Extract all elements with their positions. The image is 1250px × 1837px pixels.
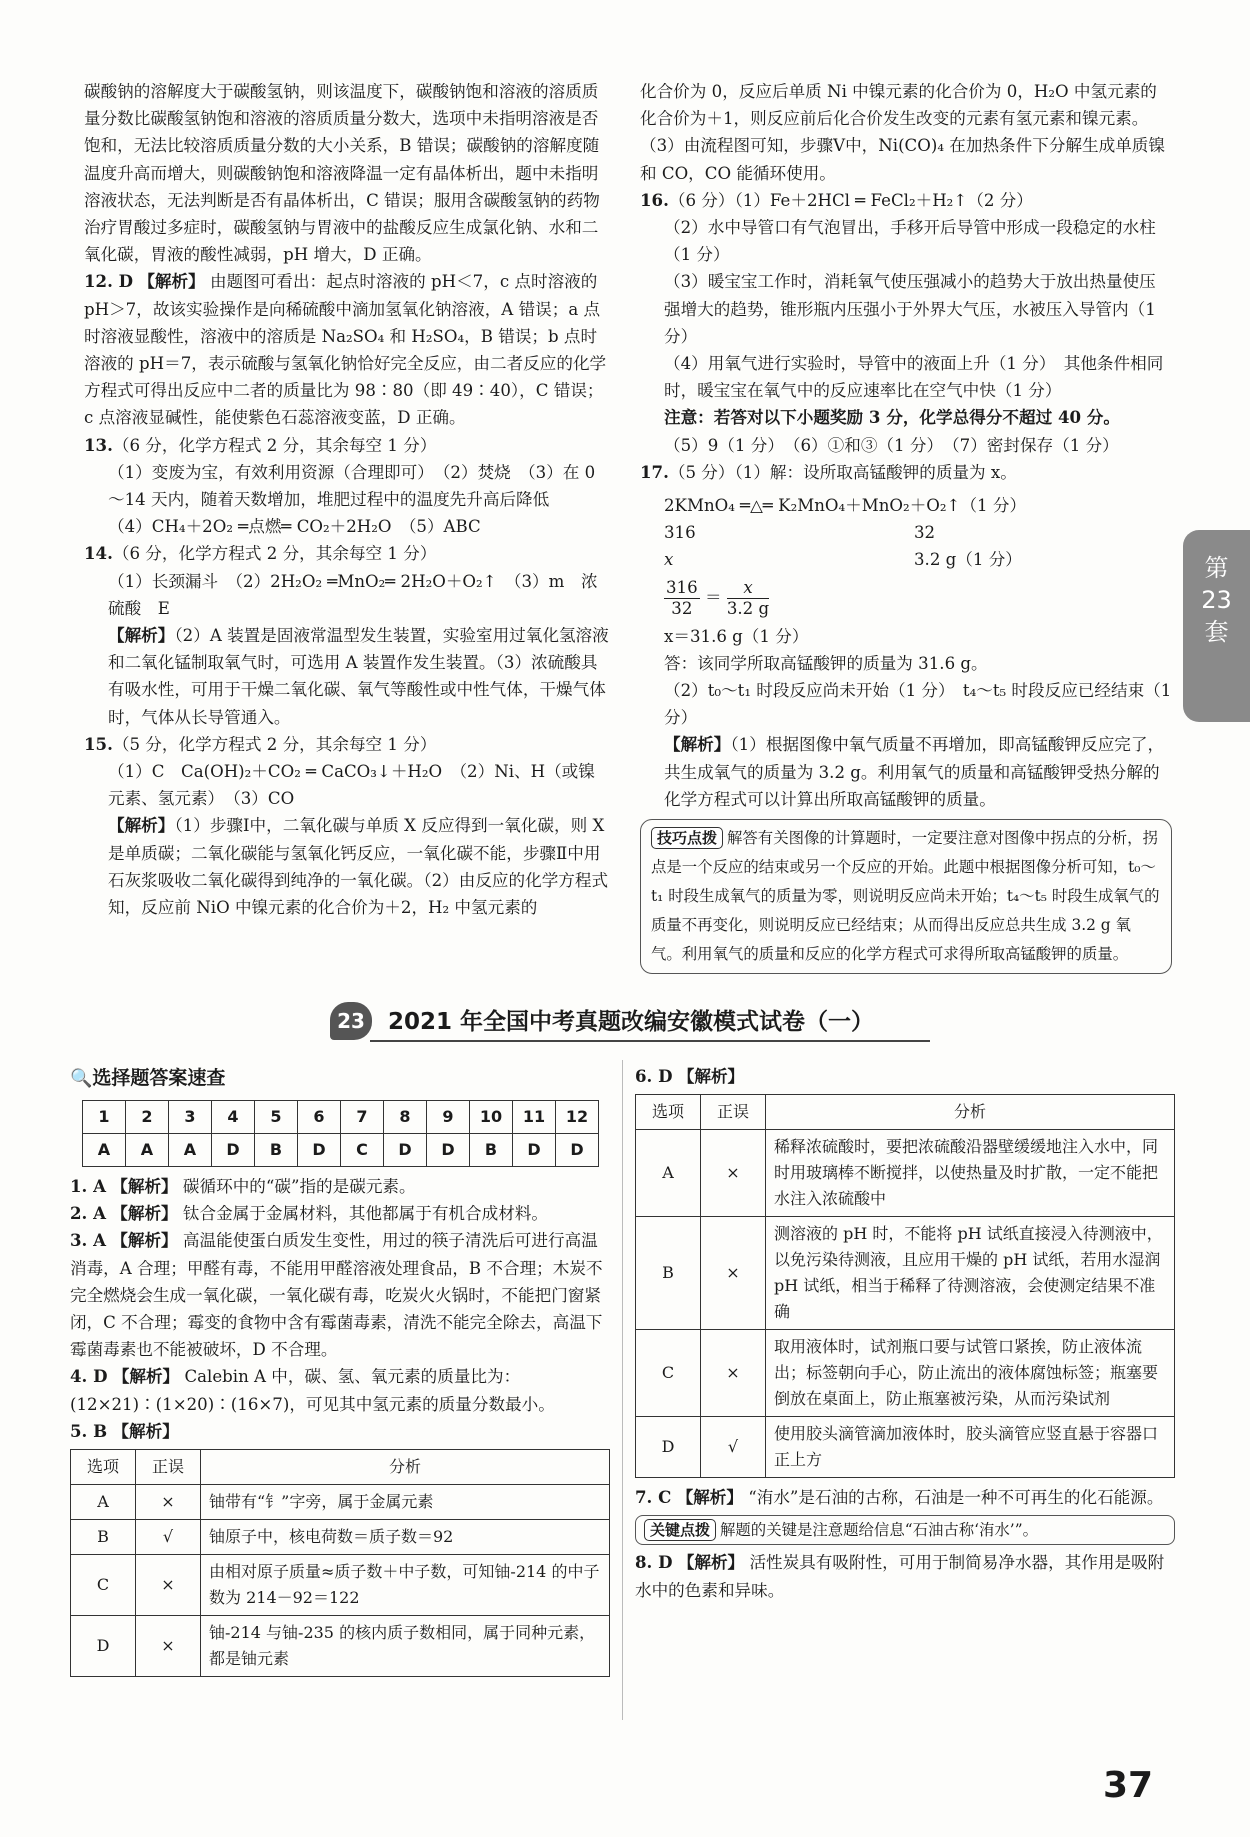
question-3: 3. A 【解析】 高温能使蛋白质发生变性，用过的筷子清洗后可进行高温消毒，A 合理；甲醛有毒，不能用甲醛溶液处理食品，B 不合理；木炭不完全燃烧会生成一氧化碳，一氧化碳有毒，吃炭火火锅时，不能把门窗紧闭，C 不合理；霉变的食物中含有霉菌毒素，清洗不能完全除去，高温下霉菌毒素也不能被破坏，D 不合理。: [70, 1230, 603, 1360]
q16-line: （3）暖宝宝工作时，消耗氧气使压强减小的趋势大于放出热量使压强增大的趋势，锥形瓶内压强小于外界大气压，水被压入导管内（1 分）: [664, 272, 1156, 346]
table-row: [71, 1485, 610, 1520]
table-cell: 使用胶头滴管滴加液体时，胶头滴管应竖直悬于容器口正上方: [766, 1417, 1175, 1478]
table-cell: √: [136, 1520, 201, 1555]
table-row: [636, 1217, 1175, 1330]
answer-number: 4: [212, 1101, 255, 1134]
q16-line: （4）用氧气进行实验时，导管中的液面上升（1 分） 其他条件相同时，暖宝宝在氧气中的反应速率比在空气中快（1 分）: [664, 354, 1164, 401]
answer-number: 11: [513, 1101, 556, 1134]
answer-number: 8: [384, 1101, 427, 1134]
q15-line: （1）C Ca(OH)₂＋CO₂ ═ CaCO₃↓＋H₂O （2）Ni、H（或镍元素、氢元素） （3）CO: [108, 762, 595, 809]
tip-text: 解答有关图像的计算题时，一定要注意对图像中拐点的分析，拐点是一个反应的结束或另一个反应的开始。此题中根据图像分析可知，t₀～t₁ 时段生成氧气的质量为零，则说明反应尚未开始；t₄～t₅ 时段生成氧气的质量不再变化，则说明反应已经结束；从而得出反应总共生成 3.2 g 氧气。利用氧气的质量和反应的化学方程式可求得所取高锰酸钾的质量。: [651, 829, 1160, 964]
table-cell: 测溶液的 pH 时，不能将 pH 试纸直接浸入待测液中，以免污染待测液，且应用干燥的 pH 试纸，若用水湿润 pH 试纸，相当于稀释了待测溶液，会使测定结果不准确: [766, 1217, 1175, 1330]
table-row: [636, 1330, 1175, 1417]
fraction: $\frac{x}{3.2 g}$: [726, 577, 770, 618]
q17-mass-row: x 3.2 g（1 分）: [664, 550, 1022, 570]
answer-letter: D: [427, 1134, 470, 1167]
side-tab-text: 套: [1204, 618, 1229, 646]
question-5: 5. B 【解析】: [70, 1420, 179, 1441]
question-17: 17.（5 分）（1）解：设所取高锰酸钾的质量为 x。: [640, 461, 1017, 482]
table-header-row: [71, 1450, 610, 1485]
table-header: 正误: [136, 1450, 201, 1485]
q15-analysis: 【解析】（1）步骤Ⅰ中，二氧化碳与单质 X 反应得到一氧化碳，则 X 是单质碳；二氧化碳能与氢氧化钙反应，一氧化碳不能，步骤Ⅱ中用石灰浆吸收二氧化碳得到纯净的一氧化碳。（2）由反应的化学方程式知，反应前 NiO 中镍元素的化合价为＋2，H₂ 中氢元素的: [108, 815, 609, 918]
table-header: 选项: [636, 1095, 701, 1130]
section-badge: 23: [330, 1002, 372, 1040]
table-cell: C: [71, 1555, 136, 1616]
answer-number: 2: [126, 1101, 169, 1134]
table-cell: ×: [136, 1555, 201, 1616]
fraction: $\frac{316}{32}$: [666, 577, 698, 618]
side-tab-text: 第: [1204, 554, 1229, 582]
q13-line: （4）CH₄＋2O₂ ═点燃═ CO₂＋2H₂O （5）ABC: [108, 517, 481, 537]
left-column-top: [84, 78, 609, 921]
page-number: 37: [1103, 1765, 1154, 1806]
table-row: [636, 1130, 1175, 1217]
chapter-side-tab: [1183, 530, 1250, 722]
answer-letter: B: [255, 1134, 298, 1167]
answer-letter: D: [384, 1134, 427, 1167]
table-cell: ×: [701, 1217, 766, 1330]
table-cell: 铀-214 与铀-235 的核内质子数相同，属于同种元素，都是铀元素: [201, 1616, 610, 1677]
answer-letter: D: [212, 1134, 255, 1167]
table-header: 选项: [71, 1450, 136, 1485]
q17-line: 答：该同学所取高锰酸钾的质量为 31.6 g。: [664, 653, 988, 673]
q14-line: （1）长颈漏斗 （2）2H₂O₂ ═MnO₂═ 2H₂O＋O₂↑ （3）m 浓硫酸 E: [108, 571, 598, 618]
right-column-bottom: [635, 1063, 1175, 1604]
right-column-top: [640, 78, 1172, 974]
answer-letter: A: [169, 1134, 212, 1167]
question-13: 13.（6 分，化学方程式 2 分，其余每空 1 分）: [84, 434, 437, 455]
answer-number: 12: [556, 1101, 599, 1134]
key-point-text: 解题的关键是注意题给信息“石油古称‘洧水’”。: [720, 1521, 1038, 1540]
side-tab-number: 23: [1201, 586, 1232, 614]
question-6-table: [635, 1094, 1175, 1478]
table-cell: 取用液体时，试剂瓶口要与试管口紧挨，防止液体流出；标签朝向手心，防止流出的液体腐蚀标签；瓶塞要倒放在桌面上，防止瓶塞被污染，从而污染试剂: [766, 1330, 1175, 1417]
table-cell: 铀原子中，核电荷数＝质子数＝92: [201, 1520, 610, 1555]
question-16: 16.（6 分）（1）Fe＋2HCl ═ FeCl₂＋H₂↑（2 分）: [640, 189, 1033, 210]
answer-letters-row: [83, 1134, 599, 1167]
answer-letter: B: [470, 1134, 513, 1167]
q14-analysis: 【解析】（2）A 装置是固液常温型发生装置，实验室用过氧化氢溶液和二氧化锰制取氧气时，可选用 A 装置作发生装置。（3）浓硫酸具有吸水性，可用于干燥二氧化碳、氧气等酸性或中性气体，干燥气体时，气体从长导管通入。: [108, 625, 609, 727]
key-point-label: 关键点拨: [644, 1519, 716, 1541]
q13-line: （1）变废为宝，有效利用资源（合理即可） （2）焚烧 （3）在 0～14 天内，随着天数增加，堆肥过程中的温度先升高后降低: [108, 462, 596, 510]
table-header: 分析: [201, 1450, 610, 1485]
table-cell: D: [636, 1417, 701, 1478]
answer-letter: D: [298, 1134, 341, 1167]
answer-number: 10: [470, 1101, 513, 1134]
q17-line: x＝31.6 g（1 分）: [664, 626, 809, 646]
table-cell: 由相对原子质量≈质子数＋中子数，可知铀-214 的中子数为 214－92＝122: [201, 1555, 610, 1616]
q17-analysis: 【解析】（1）根据图像中氧气质量不再增加，即高锰酸钾反应完了，共生成氧气的质量为 3.2 g。利用氧气的质量和高锰酸钾受热分解的化学方程式可以计算出所取高锰酸钾的质量。: [664, 734, 1165, 809]
left-column-bottom: [70, 1063, 610, 1683]
table-row: [71, 1520, 610, 1555]
tip-box: [640, 819, 1172, 974]
answer-number: 9: [427, 1101, 470, 1134]
table-row: [71, 1555, 610, 1616]
q17-mass-row: 316 32: [664, 523, 936, 543]
q17-proportion: $\frac{316}{32}$ ＝ $\frac{x}{3.2 g}$: [666, 577, 770, 618]
answer-letter: A: [83, 1134, 126, 1167]
table-row: [636, 1417, 1175, 1478]
table-cell: A: [71, 1485, 136, 1520]
answer-table: [82, 1100, 599, 1167]
table-cell: A: [636, 1130, 701, 1217]
question-5-table: [70, 1449, 610, 1677]
table-header: 分析: [766, 1095, 1175, 1130]
answer-number: 7: [341, 1101, 384, 1134]
answer-number: 5: [255, 1101, 298, 1134]
table-cell: B: [71, 1520, 136, 1555]
quick-answer-title: 选择题答案速查: [92, 1067, 226, 1089]
question-4: 4. D 【解析】 Calebin A 中，碳、氢、氧元素的质量比为：(12×21)∶(1×20)∶(16×7)，可见其中氢元素的质量分数最小。: [70, 1366, 555, 1414]
answer-number: 6: [298, 1101, 341, 1134]
question-14: 14.（6 分，化学方程式 2 分，其余每空 1 分）: [84, 543, 437, 564]
table-cell: C: [636, 1330, 701, 1417]
table-cell: B: [636, 1217, 701, 1330]
question-1: 1. A 【解析】 碳循环中的“碳”指的是碳元素。: [70, 1176, 416, 1196]
answer-letter: A: [126, 1134, 169, 1167]
question-8: 8. D 【解析】 活性炭具有吸附性，可用于制简易净水器，其作用是吸附水中的色素和异味。: [635, 1552, 1165, 1600]
paragraph: 化合价为 0，反应后单质 Ni 中镍元素的化合价为 0，H₂O 中氢元素的化合价为＋1，则反应前后化合价发生改变的元素有氢元素和镍元素。（3）由流程图可知，步骤Ⅴ中，Ni(CO)₄ 在加热条件下分解生成单质镍和 CO，CO 能循环使用。: [640, 82, 1165, 183]
question-15: 15.（5 分，化学方程式 2 分，其余每空 1 分）: [84, 733, 437, 754]
answer-number: 1: [83, 1101, 126, 1134]
answer-letter: C: [341, 1134, 384, 1167]
table-cell: 稀释浓硫酸时，要把浓硫酸沿器壁缓缓地注入水中，同时用玻璃棒不断搅拌，以使热量及时扩散，一定不能把水注入浓硫酸中: [766, 1130, 1175, 1217]
q17-line: （2）t₀～t₁ 时段反应尚未开始（1 分） t₄～t₅ 时段反应已经结束（1 分）: [664, 681, 1172, 728]
column-divider: [622, 1060, 623, 1720]
answer-numbers-row: [83, 1101, 599, 1134]
table-cell: D: [71, 1616, 136, 1677]
quick-answer-heading: [70, 1063, 610, 1094]
table-cell: ×: [136, 1485, 201, 1520]
question-2: 2. A 【解析】 钛合金属于金属材料，其他都属于有机合成材料。: [70, 1203, 548, 1224]
q17-equation: 2KMnO₄ ═△═ K₂MnO₄＋MnO₂＋O₂↑（1 分）: [664, 496, 1027, 516]
section-title-text: 2021 年全国中考真题改编安徽模式试卷（一）: [388, 1009, 875, 1035]
table-cell: ×: [701, 1130, 766, 1217]
table-cell: ×: [136, 1616, 201, 1677]
table-header: 正误: [701, 1095, 766, 1130]
question-6: 6. D 【解析】: [635, 1066, 745, 1086]
paragraph: 碳酸钠的溶解度大于碳酸氢钠，则该温度下，碳酸钠饱和溶液的溶质质量分数比碳酸氢钠饱和溶液的溶质质量分数大，选项中未指明溶液是否饱和，无法比较溶质质量分数的大小关系，B 错误；碳酸钠的溶解度随温度升高而增大，则碳酸钠饱和溶液降温一定有晶体析出，题中未指明溶液状态，无法判断是否有晶体析出，C 错误；服用含碳酸氢钠的药物治疗胃酸过多症时，碳酸氢钠与胃液中的盐酸反应生成氯化钠、水和二氧化碳，胃液的酸性减弱，pH 增大，D 正确。: [84, 82, 600, 265]
magnifier-icon: 🔍: [70, 1068, 93, 1089]
q16-note: 注意：若答对以下小题奖励 3 分，化学总得分不超过 40 分。: [664, 407, 1120, 428]
table-cell: √: [701, 1417, 766, 1478]
section-title: [330, 1000, 950, 1044]
key-point-box: [635, 1515, 1175, 1545]
table-header-row: [636, 1095, 1175, 1130]
table-row: [71, 1616, 610, 1677]
question-7: 7. C 【解析】 “洧水”是石油的古称，石油是一种不可再生的化石能源。: [635, 1487, 1164, 1508]
table-cell: ×: [701, 1330, 766, 1417]
answer-number: 3: [169, 1101, 212, 1134]
question-12: 12. D 【解析】 由题图可看出：起点时溶液的 pH＜7，c 点时溶液的 pH＞7，故该实验操作是向稀硫酸中滴加氢氧化钠溶液，A 错误；a 点时溶液显酸性，溶液中的溶质是 Na₂SO₄ 和 H₂SO₄，B 错误；b 点时溶液的 pH＝7，表示硫酸与氢氧化钠恰好完全反应，由二者反应的化学方程式可得出反应中二者的质量比为 98∶80（即 49∶40），C 错误；c 点溶液显碱性，能使紫色石蕊溶液变蓝，D 正确。: [84, 271, 607, 428]
q16-line: （5）9（1 分） （6）①和③（1 分） （7）密封保存（1 分）: [664, 435, 1119, 455]
q16-line: （2）水中导管口有气泡冒出，手移开后导管中形成一段稳定的水柱（1 分）: [664, 218, 1156, 265]
answer-letter: D: [556, 1134, 599, 1167]
divider: [370, 1040, 930, 1042]
answer-letter: D: [513, 1134, 556, 1167]
tip-label: 技巧点拨: [651, 827, 723, 849]
table-cell: 铀带有“钅”字旁，属于金属元素: [201, 1485, 610, 1520]
